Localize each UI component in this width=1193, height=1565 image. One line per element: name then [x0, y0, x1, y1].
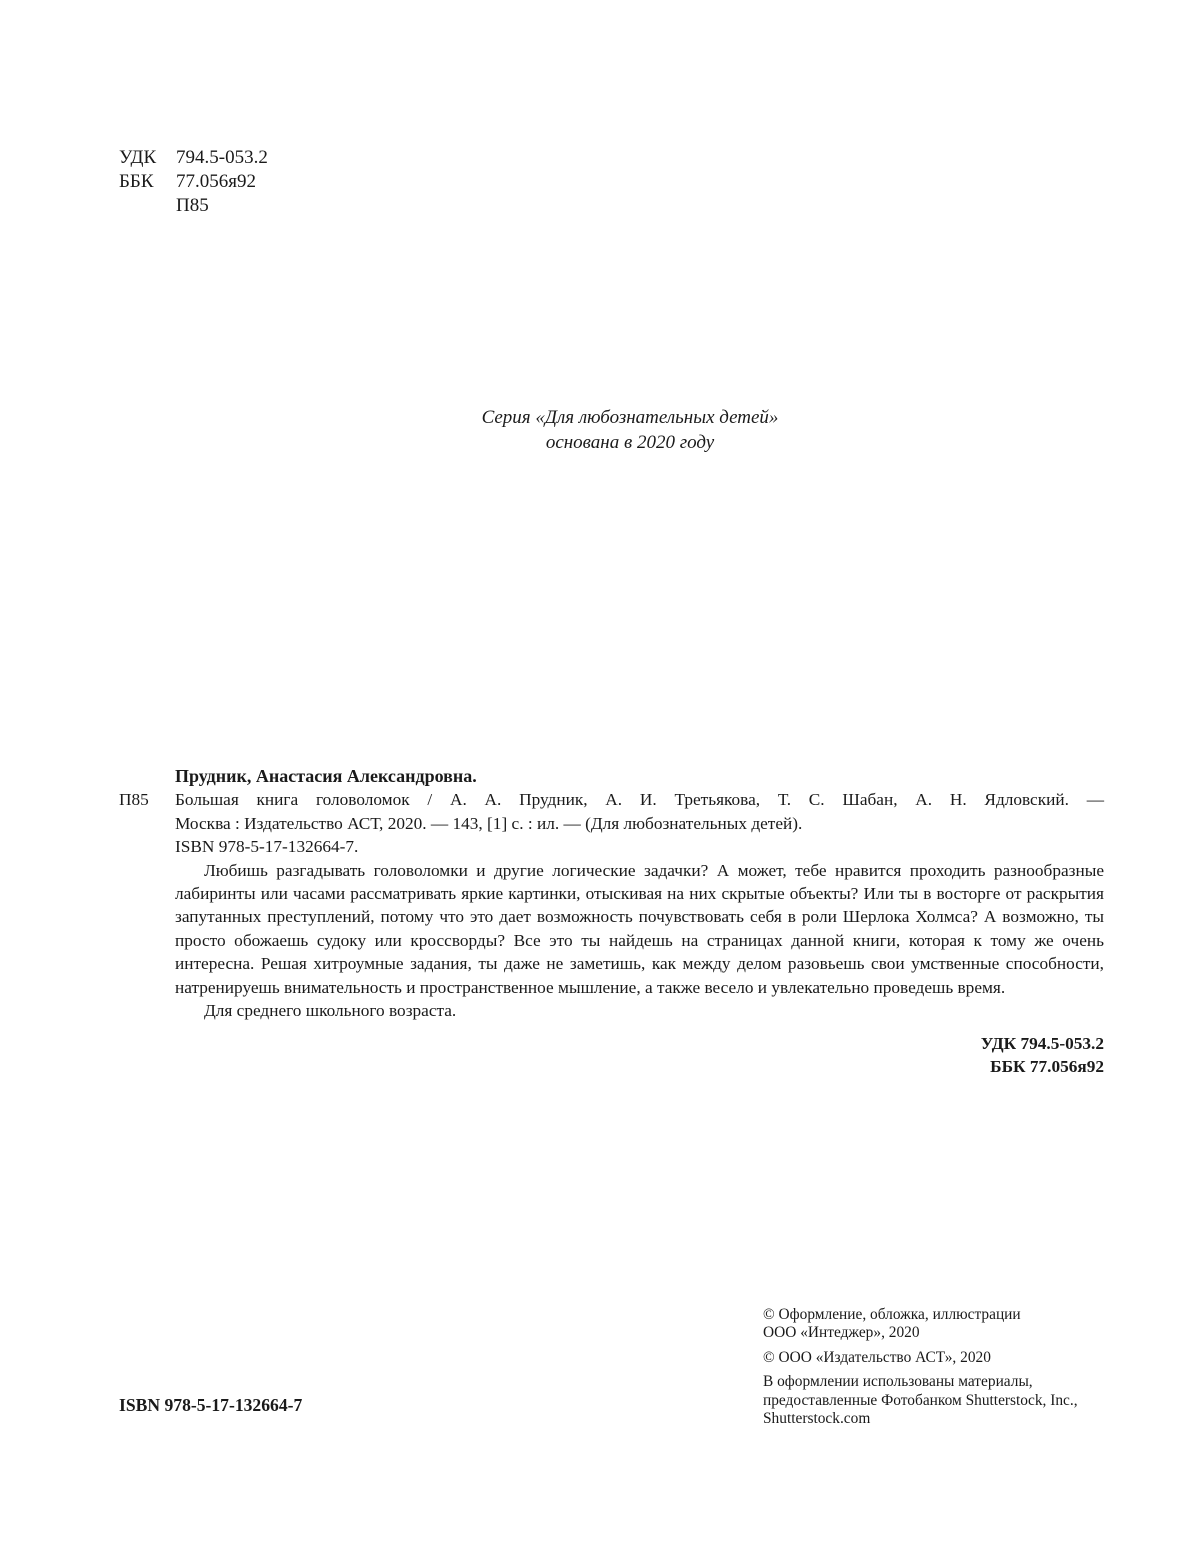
- record-udk: УДК 794.5-053.2: [980, 1034, 1104, 1054]
- copyright-line-2: ООО «Интеджер», 2020: [763, 1324, 920, 1342]
- copyright-block: [763, 1306, 1123, 1428]
- record-title: Большая книга головоломок / А. А. Прудник, А. И. Третьякова, Т. С. Шабан, А. Н. Ядловский. —: [175, 790, 1104, 810]
- record-isbn: ISBN 978-5-17-132664-7.: [175, 837, 359, 857]
- udk-label: УДК: [119, 147, 157, 168]
- bbk-label: ББК: [119, 171, 154, 192]
- series-line-2: основана в 2020 году: [545, 432, 715, 453]
- author-mark: П85: [176, 195, 209, 216]
- copyright-line-6: Shutterstock.com: [763, 1410, 871, 1428]
- copyright-line-5: предоставленные Фотобанком Shutterstock, Inc.,: [763, 1391, 1078, 1409]
- udk-row: [119, 146, 268, 170]
- record-publication: Москва : Издательство АСТ, 2020. — 143, [1] с. : ил. — (Для любознательных детей).: [175, 813, 803, 833]
- record-author: Прудник, Анастасия Александровна.: [175, 766, 477, 786]
- record-codes: [119, 1032, 1104, 1078]
- bibliographic-record: [119, 765, 1104, 1078]
- series-line-1: Серия «Для любознательных детей»: [481, 407, 779, 428]
- series-note: [380, 405, 880, 455]
- record-bbk: ББК 77.056я92: [990, 1057, 1104, 1077]
- copyright-line-3: © ООО «Издательство АСТ», 2020: [763, 1348, 991, 1366]
- udk-value: 794.5-053.2: [176, 147, 268, 168]
- bbk-row: [119, 170, 268, 194]
- record-description-wrap: [175, 859, 1104, 999]
- bbk-value: 77.056я92: [176, 171, 256, 192]
- copyright-line-4: В оформлении использованы материалы,: [763, 1373, 1033, 1391]
- isbn-bottom: ISBN 978-5-17-132664-7: [119, 1395, 303, 1415]
- record-description: Любишь разгадывать головоломки и другие логические задачки? А может, тебе нравится проходить разнообразные лабиринты или часами рассматривать яркие картинки, отыскивая на них скрытые объекты? Или ты в восторге от раскрытия запутанных преступлений, потому что это дает возможность почувствовать себя в роли Шерлока Холмса? А возможно, ты просто обожаешь судоку или кроссворды? Все это ты найдешь на страницах данной книги, которая к тому же очень интересна. Решая хитроумные задания, ты даже не заметишь, как между делом разовьешь свои умственные способности, натренируешь внимательность и пространственное мышление, а также весело и увлекательно проведешь время.: [175, 860, 1104, 997]
- copyright-line-1: © Оформление, обложка, иллюстрации: [763, 1306, 1021, 1323]
- record-author-mark: П85: [119, 790, 149, 810]
- record-audience: Для среднего школьного возраста.: [204, 1001, 457, 1021]
- classification-block: [119, 146, 268, 218]
- record-title-row: [119, 788, 1104, 811]
